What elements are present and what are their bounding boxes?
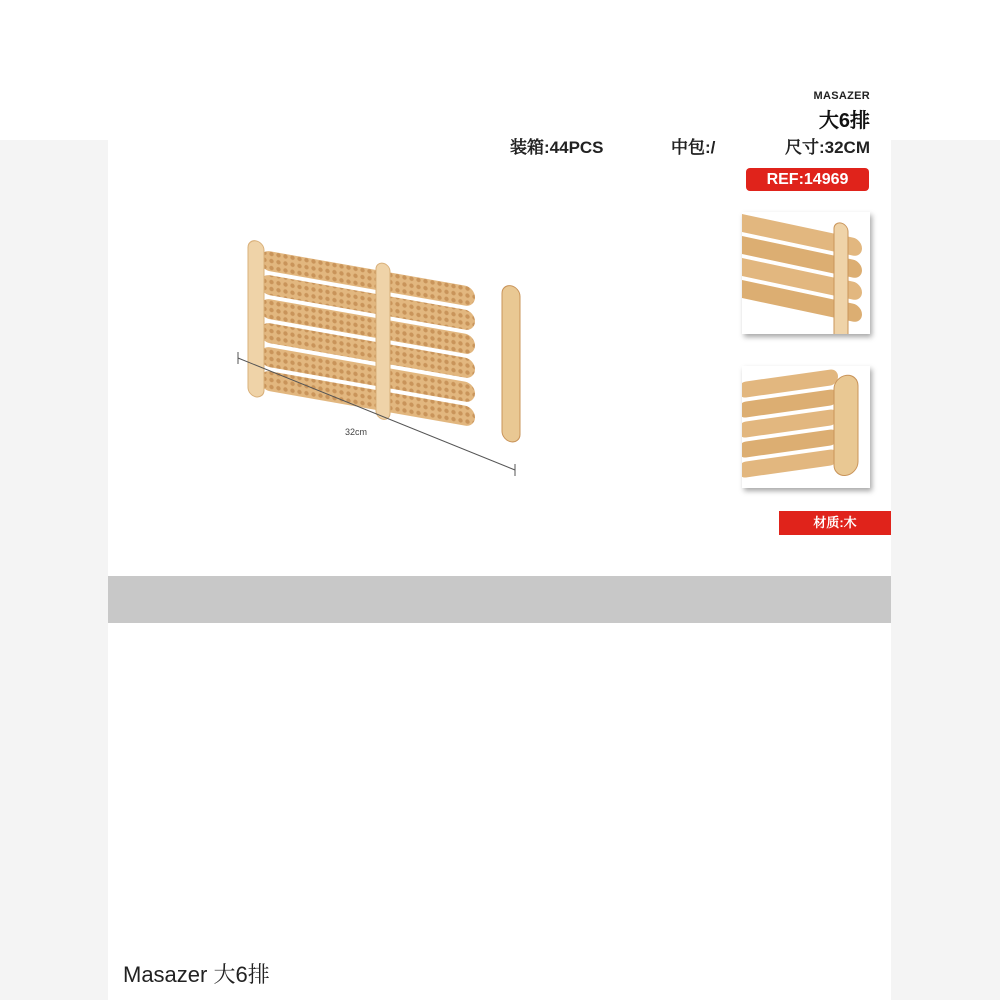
roller-closeup-image-2: [742, 366, 870, 488]
product-thumbnail-2[interactable]: [742, 366, 870, 488]
spec-box-quantity: 装箱:44PCS: [510, 138, 604, 157]
dimension-label: 32cm: [345, 427, 368, 437]
roller-closeup-image-1: [742, 212, 870, 334]
gray-divider-bar: [108, 576, 891, 623]
spec-size: 尺寸:32CM: [784, 138, 870, 157]
product-title: 大6排: [818, 110, 870, 132]
product-hero-image[interactable]: [230, 230, 610, 480]
material-badge: 材质:木: [779, 511, 891, 535]
product-thumbnail-1[interactable]: [742, 212, 870, 334]
product-card: [108, 0, 891, 1000]
ref-badge: REF:14969: [746, 168, 869, 191]
spec-inner-pack: 中包:/: [671, 138, 716, 157]
product-caption: Masazer 大6排: [123, 962, 270, 987]
wooden-foot-roller-massager: [248, 239, 520, 443]
product-brand-label: MASAZER: [813, 90, 870, 102]
